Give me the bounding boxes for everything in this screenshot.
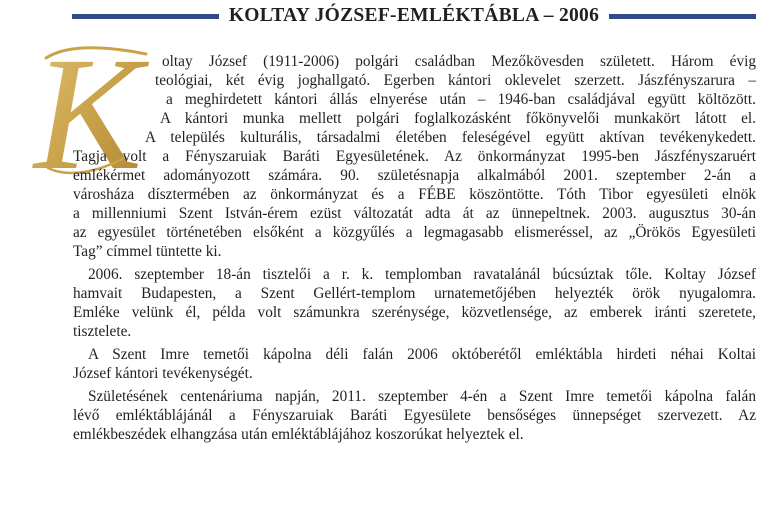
text-line: az egyesület történetében elsőként a közgyűlés a legmagasabb elismeréssel, az „Örökös Egyesületi: [73, 224, 756, 241]
text-line: A kántori munka mellett polgári foglalkozásként főkönyvelői munkakört látott el.: [160, 110, 756, 127]
text-line: lévő emléktáblájánál a Fényszaruiak Baráti Egyesülete bensőséges ünnepséget szervezett. Az: [73, 407, 756, 424]
text-line: hamvait Budapesten, a Szent Gellért-templom urnatemetőjében helyezték örök nyugalomra.: [73, 285, 756, 302]
page-title: [72, 4, 756, 28]
text-line: teológiai, két évig joghallgató. Egerben kántori oklevelet szerzett. Jászfényszarura –: [155, 72, 756, 89]
text-line: a millenniumi Szent István-érem ezüst változatát adta át az ünnepeltnek. 2003. augusztus 30-án: [73, 205, 756, 222]
text-line: A település kulturális, társadalmi életében feleségével együtt aktívan tevékenykedett.: [145, 129, 756, 146]
text-line: oltay József (1911-2006) polgári családban Mezőkövesden született. Három évig: [162, 53, 756, 70]
text-line: Születésének centenáriuma napján, 2011. szeptember 4-én a Szent Imre temetői kápolna falán: [88, 388, 756, 405]
text-line: tisztelete.: [73, 323, 132, 340]
text-line: A Szent Imre temetői kápolna déli falán 2006 októberétől emléktábla hirdeti néhai Koltai: [88, 346, 756, 363]
text-line: József kántori tevékenységét.: [73, 365, 253, 382]
text-line: 2006. szeptember 18-án tisztelői a r. k. templomban ravatalánál búcsúztak tőle. Koltay József: [88, 266, 756, 283]
text-line: a meghirdetett kántori állás elnyerése után – 1946-ban családjával együtt költözött.: [166, 91, 756, 108]
text-line: emlékérmet adományozott számára. 90. születésnapja alkalmából 2001. szeptember 2-án a: [73, 167, 756, 184]
dropcap-glyph: K: [34, 40, 143, 178]
text-line: városháza dísztermében az önkormányzat és a FÉBE köszöntötte. Tóth Tibor egyesületi elnök: [73, 186, 756, 203]
text-line: Tagja volt a Fényszaruiak Baráti Egyesületének. Az önkormányzat 1995-ben Jászfényszaruért: [73, 148, 756, 165]
text-line: Emléke velünk él, példa volt számunkra szerénysége, közvetlensége, az emberek iránti szeretete,: [73, 304, 756, 321]
text-line: Tag” címmel tüntette ki.: [73, 243, 222, 260]
text-line: emlékbeszédek elhangzása után emléktáblájához koszorúkat helyeztek el.: [73, 426, 524, 443]
page-title-text: KOLTAY JÓZSEF-EMLÉKTÁBLA – 2006: [219, 5, 609, 26]
